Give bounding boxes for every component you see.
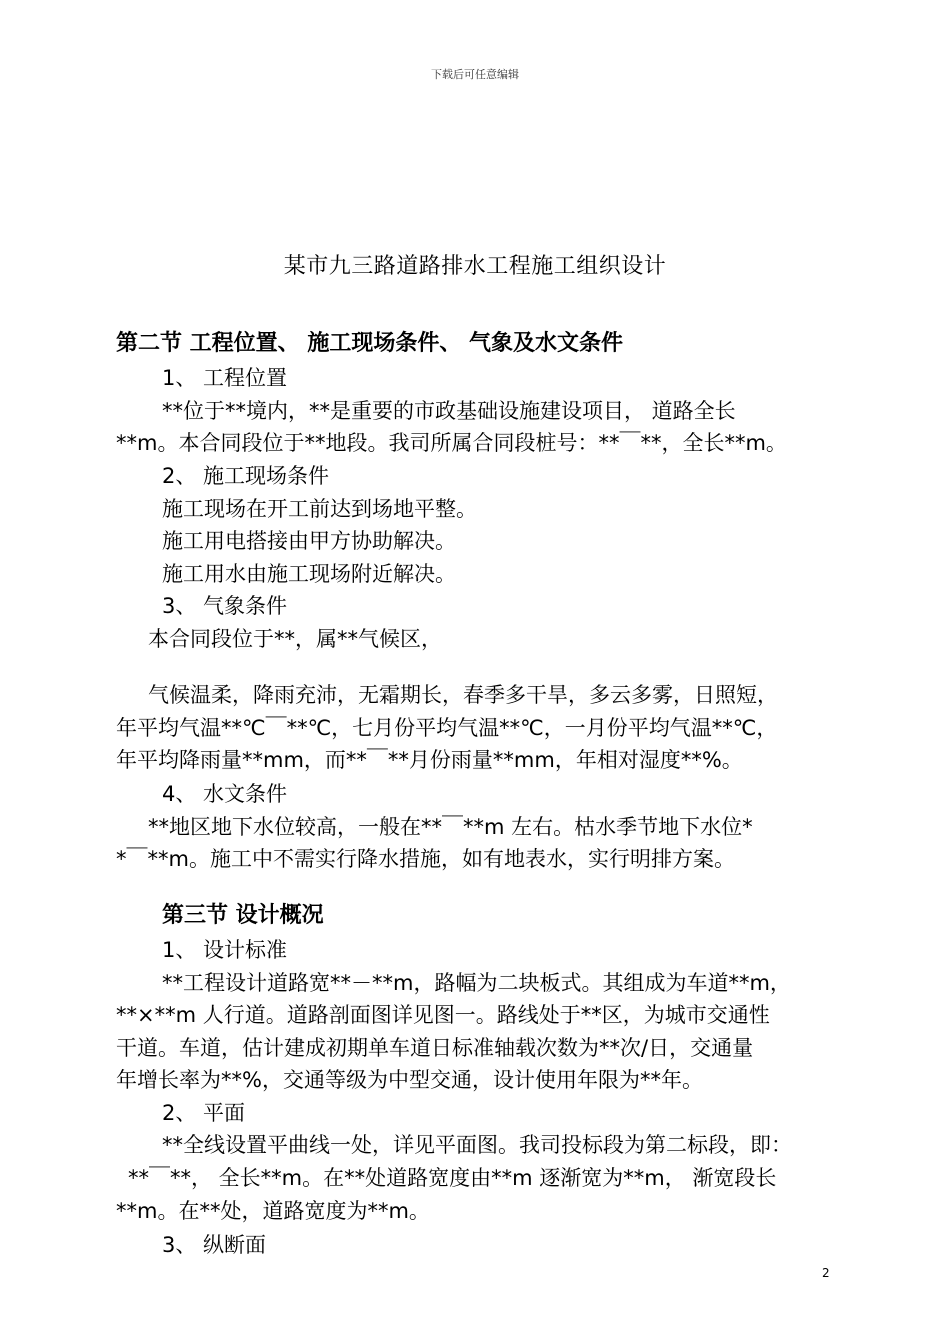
section-3-item-1-heading: 1、 设计标准 [162, 938, 288, 962]
section-3-item-2-para-line-1: **全线设置平曲线一处，详见平面图。我司投标段为第二标段，即： [162, 1133, 792, 1157]
section-3-item-1-para-line-2: **×**m 人行道。道路剖面图详见图一。路线处于**区，为城市交通性 [116, 1003, 770, 1027]
section-2-item-4-para-line-1: **地区地下水位较高，一般在**￣**m 左右。枯水季节地下水位* [148, 815, 753, 839]
section-3-item-1-para-line-1: **工程设计道路宽**－**m，路幅为二块板式。其组成为车道**m， [162, 971, 791, 995]
section-2-item-1-heading: 1、 工程位置 [162, 366, 288, 390]
section-2-item-3-para-1: 本合同段位于**，属**气候区， [148, 627, 442, 651]
header-note: 下载后可任意编辑 [431, 68, 519, 81]
section-2-item-2-line-3: 施工用水由施工现场附近解决。 [162, 562, 456, 586]
section-2-item-1-para-line-1: **位于**境内，**是重要的市政基础设施建设项目， 道路全长 [162, 399, 736, 423]
section-2-item-3-para-2-line-3: 年平均降雨量**mm，而**￣**月份雨量**mm，年相对湿度**%。 [116, 748, 743, 772]
section-3-item-2-heading: 2、 平面 [162, 1101, 246, 1125]
section-3-item-1-para-line-4: 年增长率为**%，交通等级为中型交通，设计使用年限为**年。 [116, 1068, 703, 1092]
section-2-item-3-para-2-line-2: 年平均气温**℃￣**℃，七月份平均气温**℃，一月份平均气温**℃， [116, 716, 778, 740]
section-2-item-4-para-line-2: *￣**m。施工中不需实行降水措施，如有地表水，实行明排方案。 [116, 847, 735, 871]
section-3-item-1-para-line-3: 干道。车道，估计建成初期单车道日标准轴载次数为**次/日，交通量 [116, 1036, 754, 1060]
section-3-heading: 第三节 设计概况 [162, 903, 324, 928]
page-number: 2 [822, 1266, 830, 1280]
section-3-item-2-para-line-2: **￣**， 全长**m。在**处道路宽度由**m 逐渐宽为**m， 渐宽段长 [128, 1166, 777, 1190]
section-2-heading: 第二节 工程位置、 施工现场条件、 气象及水文条件 [116, 331, 623, 356]
section-2-item-2-line-2: 施工用电搭接由甲方协助解决。 [162, 529, 456, 553]
section-3-item-3-heading: 3、 纵断面 [162, 1233, 267, 1257]
section-2-item-4-heading: 4、 水文条件 [162, 782, 288, 806]
section-2-item-2-line-1: 施工现场在开工前达到场地平整。 [162, 497, 477, 521]
document-title: 某市九三路道路排水工程施工组织设计 [283, 254, 667, 279]
section-2-item-3-heading: 3、 气象条件 [162, 594, 288, 618]
section-3-item-2-para-line-3: **m。在**处，道路宽度为**m。 [116, 1199, 430, 1223]
section-2-item-2-heading: 2、 施工现场条件 [162, 464, 330, 488]
section-2-item-3-para-2-line-1: 气候温柔，降雨充沛，无霜期长，春季多干旱，多云多雾，日照短， [148, 683, 778, 707]
section-2-item-1-para-line-2: **m。本合同段位于**地段。我司所属合同段桩号：**￣**，全长**m。 [116, 431, 787, 455]
